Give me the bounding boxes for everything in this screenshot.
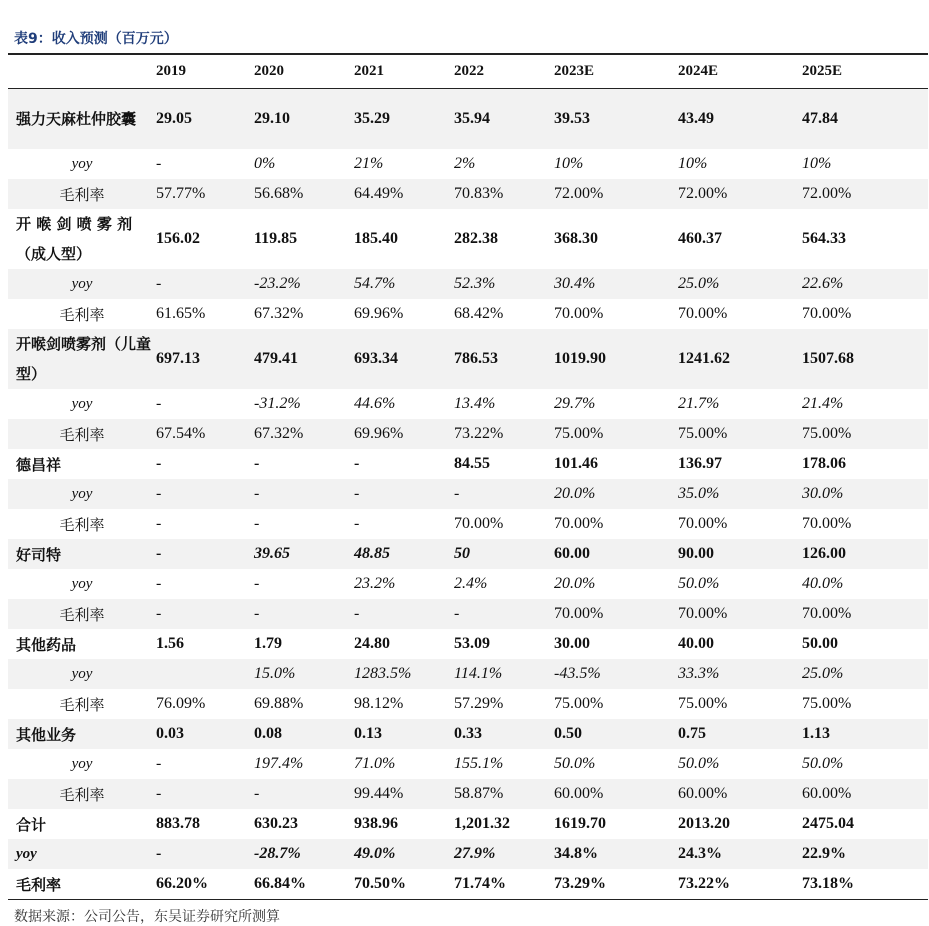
value-cell: 54.7% xyxy=(354,269,454,299)
row-label: yoy xyxy=(8,659,156,689)
value-cell: 84.55 xyxy=(454,455,490,472)
value-cell: 10% xyxy=(554,155,584,172)
table-row xyxy=(8,839,928,869)
value-cell: 21.7% xyxy=(678,395,720,412)
table-row xyxy=(8,419,928,449)
value-cell: 693.34 xyxy=(354,329,454,389)
value-cell: 0.75 xyxy=(678,719,802,749)
row-label: 毛利率 xyxy=(16,875,62,894)
value-cell: 25.0% xyxy=(802,659,928,689)
value-cell: 60.00 xyxy=(554,539,678,569)
value-cell: 114.1% xyxy=(454,659,554,689)
value-cell: 70.00% xyxy=(802,599,928,629)
value-cell: 197.4% xyxy=(254,755,304,772)
value-cell: 21% xyxy=(354,155,384,172)
row-label: 毛利率 xyxy=(8,179,156,209)
value-cell: 70.00% xyxy=(678,599,802,629)
value-cell xyxy=(156,659,254,689)
value-cell: 34.8% xyxy=(554,839,678,869)
table-row xyxy=(8,809,928,839)
value-cell: - xyxy=(156,395,162,412)
value-cell: 64.49% xyxy=(354,179,454,209)
value-cell: 70.00% xyxy=(554,305,604,322)
value-cell: 35.0% xyxy=(678,479,802,509)
table-row xyxy=(8,749,928,779)
header-cell: 2022 xyxy=(454,54,554,89)
value-cell: 24.80 xyxy=(354,635,390,652)
value-cell: - xyxy=(354,455,360,472)
value-cell: 40.0% xyxy=(802,575,844,592)
value-cell: 0.33 xyxy=(454,719,554,749)
value-cell: 68.42% xyxy=(454,305,504,322)
value-cell: 70.00% xyxy=(802,305,852,322)
row-label: yoy xyxy=(71,395,93,412)
header-cell xyxy=(8,54,156,89)
value-cell: 630.23 xyxy=(254,815,298,832)
value-cell: 282.38 xyxy=(454,230,498,247)
value-cell: 1019.90 xyxy=(554,329,678,389)
value-cell: 71.0% xyxy=(354,755,396,772)
value-cell: 185.40 xyxy=(354,230,398,247)
value-cell: 60.00% xyxy=(554,779,678,809)
value-cell: 75.00% xyxy=(554,419,678,449)
value-cell: 70.00% xyxy=(454,515,504,532)
value-cell: 155.1% xyxy=(454,755,504,772)
row-label: 开喉剑喷雾剂（儿童型） xyxy=(8,329,156,389)
value-cell: 47.84 xyxy=(802,89,928,150)
value-cell: 44.6% xyxy=(354,395,396,412)
row-label: 毛利率 xyxy=(59,305,105,324)
value-cell: - xyxy=(156,779,254,809)
value-cell: 1.79 xyxy=(254,635,282,652)
value-cell: 48.85 xyxy=(354,539,454,569)
header-cell: 2025E xyxy=(802,54,928,89)
value-cell: 0% xyxy=(254,155,276,172)
value-cell: - xyxy=(156,155,162,172)
table-row xyxy=(8,389,928,419)
value-cell: - xyxy=(254,599,354,629)
row-label: 毛利率 xyxy=(59,515,105,534)
value-cell: 24.3% xyxy=(678,839,802,869)
value-cell: 70.00% xyxy=(554,515,604,532)
header-cell: 2024E xyxy=(678,54,802,89)
value-cell: 883.78 xyxy=(156,815,200,832)
value-cell: -23.2% xyxy=(254,269,354,299)
value-cell: 0.03 xyxy=(156,719,254,749)
row-label: yoy xyxy=(71,575,93,592)
value-cell: 938.96 xyxy=(354,815,398,832)
value-cell: 119.85 xyxy=(254,230,298,247)
value-cell: 71.74% xyxy=(454,875,506,892)
value-cell: 564.33 xyxy=(802,230,846,247)
table-row xyxy=(8,179,928,209)
value-cell: - xyxy=(156,575,162,592)
row-label: yoy xyxy=(8,479,156,509)
value-cell: 10% xyxy=(802,155,832,172)
value-cell: 53.09 xyxy=(454,635,490,652)
row-label: yoy xyxy=(71,155,93,172)
value-cell: 70.50% xyxy=(354,875,406,892)
row-label: 开 喉 剑 喷 雾 剂 （成人型） xyxy=(16,215,133,263)
value-cell: 1619.70 xyxy=(554,815,606,832)
value-cell: 70.00% xyxy=(678,305,728,322)
value-cell: - xyxy=(254,575,260,592)
value-cell: -43.5% xyxy=(554,659,678,689)
row-label: 合计 xyxy=(16,815,47,834)
value-cell: 75.00% xyxy=(678,419,802,449)
table-row xyxy=(8,89,928,150)
value-cell: 73.22% xyxy=(454,419,554,449)
value-cell: 52.3% xyxy=(454,269,554,299)
value-cell: 27.9% xyxy=(454,839,554,869)
value-cell: - xyxy=(254,479,354,509)
value-cell: 368.30 xyxy=(554,230,598,247)
value-cell: 73.22% xyxy=(678,875,730,892)
value-cell: 39.53 xyxy=(554,89,678,150)
value-cell: 0.50 xyxy=(554,719,678,749)
value-cell: 460.37 xyxy=(678,230,722,247)
value-cell: 35.29 xyxy=(354,89,454,150)
value-cell: 73.29% xyxy=(554,875,606,892)
value-cell: - xyxy=(156,539,254,569)
value-cell: - xyxy=(156,839,254,869)
value-cell: 75.00% xyxy=(802,695,852,712)
value-cell: 69.96% xyxy=(354,305,404,322)
value-cell: - xyxy=(254,515,260,532)
value-cell: 66.20% xyxy=(156,875,208,892)
value-cell: 30.4% xyxy=(554,269,678,299)
row-label: 毛利率 xyxy=(8,779,156,809)
header-cell: 2019 xyxy=(156,54,254,89)
table-row xyxy=(8,269,928,299)
value-cell: 50.0% xyxy=(554,755,596,772)
header-row xyxy=(8,54,928,89)
value-cell: 67.32% xyxy=(254,419,354,449)
value-cell: 57.29% xyxy=(454,695,504,712)
value-cell: 76.09% xyxy=(156,695,206,712)
table-row xyxy=(8,299,928,329)
value-cell: 101.46 xyxy=(554,455,598,472)
value-cell: 50.0% xyxy=(678,755,720,772)
value-cell: 20.0% xyxy=(554,479,678,509)
value-cell: 72.00% xyxy=(554,179,678,209)
table-caption: 表9：收入预测（百万元） xyxy=(14,31,178,47)
value-cell: - xyxy=(354,599,454,629)
value-cell: 70.00% xyxy=(802,515,852,532)
value-cell: - xyxy=(354,515,360,532)
value-cell: 15.0% xyxy=(254,659,354,689)
row-label: 好司特 xyxy=(8,539,156,569)
value-cell: 1.56 xyxy=(156,635,184,652)
value-cell: 72.00% xyxy=(802,179,928,209)
table-row xyxy=(8,539,928,569)
value-cell: 73.18% xyxy=(802,875,854,892)
table-row xyxy=(8,449,928,479)
value-cell: 13.4% xyxy=(454,395,496,412)
value-cell: - xyxy=(354,479,454,509)
value-cell: 136.97 xyxy=(678,455,722,472)
value-cell: 72.00% xyxy=(678,179,802,209)
row-label: 毛利率 xyxy=(59,695,105,714)
value-cell: 75.00% xyxy=(802,419,928,449)
table-row xyxy=(8,689,928,719)
value-cell: - xyxy=(156,269,254,299)
value-cell: 69.96% xyxy=(354,419,454,449)
value-cell: 67.54% xyxy=(156,419,254,449)
table-row xyxy=(8,509,928,539)
row-label: yoy xyxy=(71,755,93,772)
source-note: 数据来源：公司公告，东吴证券研究所测算 xyxy=(14,909,280,925)
value-cell: 70.00% xyxy=(678,515,728,532)
value-cell: - xyxy=(156,599,254,629)
value-cell: 2% xyxy=(454,155,476,172)
table-row xyxy=(8,479,928,509)
value-cell: 50.0% xyxy=(802,755,844,772)
value-cell: 2475.04 xyxy=(802,815,854,832)
value-cell: 126.00 xyxy=(802,539,928,569)
value-cell: 90.00 xyxy=(678,539,802,569)
value-cell: 20.0% xyxy=(554,575,596,592)
value-cell: - xyxy=(254,779,354,809)
header-cell: 2023E xyxy=(554,54,678,89)
row-label: 其他业务 xyxy=(8,719,156,749)
value-cell: 70.83% xyxy=(454,179,554,209)
value-cell: 50.00 xyxy=(802,635,838,652)
value-cell: 1283.5% xyxy=(354,659,454,689)
value-cell: 35.94 xyxy=(454,89,554,150)
value-cell: 29.7% xyxy=(554,395,596,412)
value-cell: 69.88% xyxy=(254,695,304,712)
value-cell: 75.00% xyxy=(554,695,604,712)
value-cell: 40.00 xyxy=(678,635,714,652)
row-label: yoy xyxy=(8,269,156,299)
value-cell: 49.0% xyxy=(354,839,454,869)
row-label: 强力天麻杜仲胶囊 xyxy=(8,89,156,150)
value-cell: 70.00% xyxy=(554,599,678,629)
header-cell: 2021 xyxy=(354,54,454,89)
value-cell: 10% xyxy=(678,155,708,172)
value-cell: - xyxy=(254,455,260,472)
row-label: 毛利率 xyxy=(8,599,156,629)
value-cell: 30.0% xyxy=(802,479,928,509)
value-cell: 1.13 xyxy=(802,719,928,749)
header-cell: 2020 xyxy=(254,54,354,89)
value-cell: 33.3% xyxy=(678,659,802,689)
table-row xyxy=(8,149,928,179)
row-label: 其他药品 xyxy=(16,635,77,654)
value-cell: 23.2% xyxy=(354,575,396,592)
value-cell: -31.2% xyxy=(254,395,301,412)
value-cell: 60.00% xyxy=(802,779,928,809)
value-cell: 58.87% xyxy=(454,779,554,809)
value-cell: 178.06 xyxy=(802,455,846,472)
value-cell: 29.10 xyxy=(254,89,354,150)
value-cell: - xyxy=(156,455,162,472)
value-cell: - xyxy=(454,479,554,509)
table-row xyxy=(8,599,928,629)
value-cell: 2013.20 xyxy=(678,815,730,832)
value-cell: 29.05 xyxy=(156,89,254,150)
table-row xyxy=(8,719,928,749)
value-cell: - xyxy=(156,755,162,772)
value-cell: 66.84% xyxy=(254,875,306,892)
row-label: 德昌祥 xyxy=(16,455,62,474)
table-row xyxy=(8,569,928,599)
value-cell: 1507.68 xyxy=(802,329,928,389)
table-row xyxy=(8,209,928,269)
table-row xyxy=(8,329,928,389)
row-label: yoy xyxy=(8,839,156,869)
value-cell: 50 xyxy=(454,539,554,569)
value-cell: 57.77% xyxy=(156,179,254,209)
value-cell: 1241.62 xyxy=(678,329,802,389)
value-cell: 98.12% xyxy=(354,695,404,712)
value-cell: 39.65 xyxy=(254,539,354,569)
value-cell: 0.13 xyxy=(354,719,454,749)
value-cell: - xyxy=(454,599,554,629)
row-label: 毛利率 xyxy=(8,419,156,449)
value-cell: 25.0% xyxy=(678,269,802,299)
table-row xyxy=(8,779,928,809)
value-cell: 99.44% xyxy=(354,779,454,809)
value-cell: 0.08 xyxy=(254,719,354,749)
value-cell: 75.00% xyxy=(678,695,728,712)
value-cell: 60.00% xyxy=(678,779,802,809)
value-cell: 43.49 xyxy=(678,89,802,150)
value-cell: 1,201.32 xyxy=(454,815,510,832)
value-cell: - xyxy=(156,479,254,509)
value-cell: 67.32% xyxy=(254,305,304,322)
table-row xyxy=(8,659,928,689)
value-cell: 156.02 xyxy=(156,230,200,247)
value-cell: 22.9% xyxy=(802,839,928,869)
value-cell: - xyxy=(156,515,162,532)
value-cell: 479.41 xyxy=(254,329,354,389)
value-cell: 56.68% xyxy=(254,179,354,209)
value-cell: 22.6% xyxy=(802,269,928,299)
value-cell: 50.0% xyxy=(678,575,720,592)
value-cell: -28.7% xyxy=(254,839,354,869)
table-body xyxy=(8,89,928,900)
value-cell: 697.13 xyxy=(156,329,254,389)
value-cell: 61.65% xyxy=(156,305,206,322)
value-cell: 21.4% xyxy=(802,395,844,412)
value-cell: 786.53 xyxy=(454,329,554,389)
table-row xyxy=(8,629,928,659)
value-cell: 30.00 xyxy=(554,635,590,652)
table-row xyxy=(8,869,928,900)
revenue-forecast-table xyxy=(8,53,928,900)
value-cell: 2.4% xyxy=(454,575,488,592)
